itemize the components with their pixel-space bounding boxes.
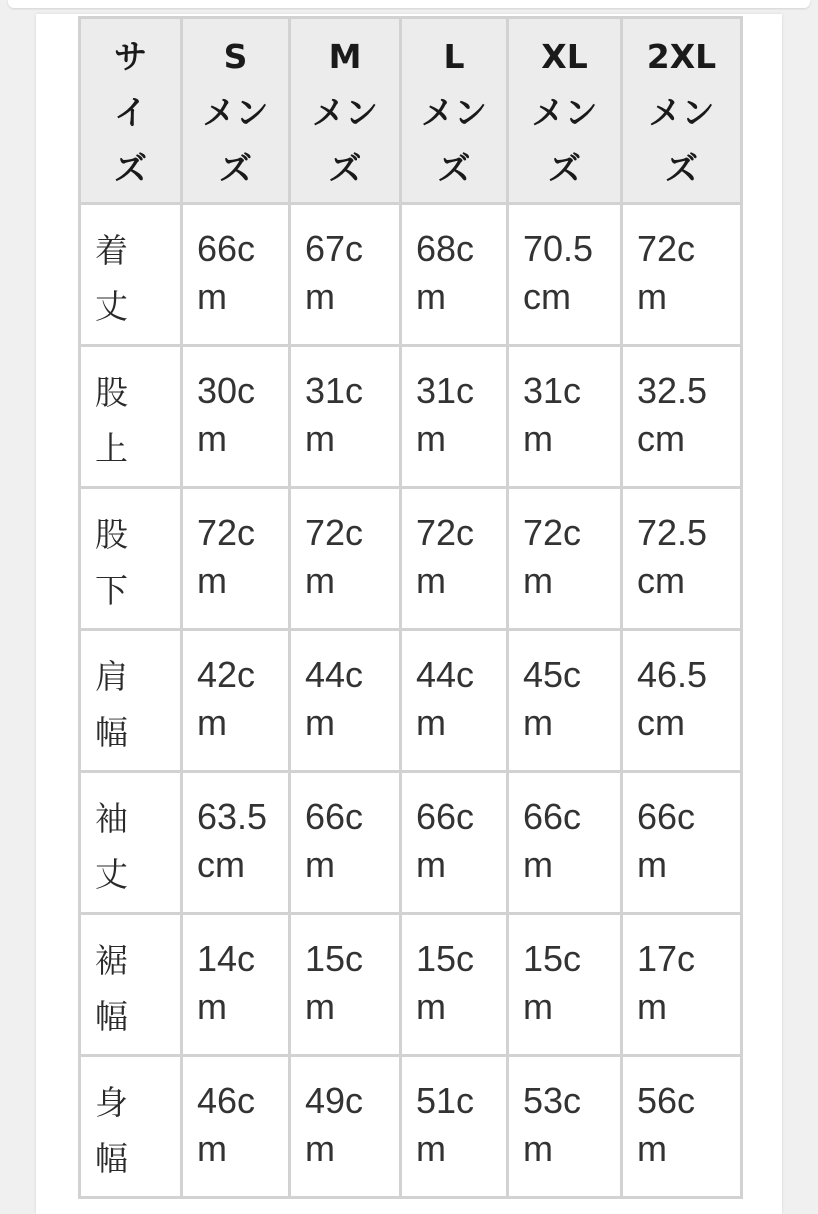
row-label (80, 1056, 182, 1198)
top-bar (0, 0, 818, 10)
row-label-char: 下 (95, 571, 128, 610)
previous-card-edge (8, 0, 810, 8)
header-row (80, 18, 742, 204)
header-text: M (328, 37, 362, 76)
header-size-column (508, 18, 622, 204)
row-label (80, 204, 182, 346)
measurement-cell (508, 914, 622, 1056)
header-text: イ (114, 93, 147, 132)
measurement-text: cm (523, 276, 571, 317)
measurement-text: 63.5 (197, 796, 268, 837)
measurement-cell (290, 914, 401, 1056)
table-row (80, 630, 742, 772)
measurement-cell (290, 630, 401, 772)
measurement-cell (401, 630, 508, 772)
measurement-cell (290, 1056, 401, 1198)
measurement-text: 32.5 (637, 370, 708, 411)
measurement-cell (622, 772, 742, 914)
measurement-text: m (637, 276, 667, 317)
measurement-text: 15c (523, 938, 582, 979)
measurement-cell (182, 772, 290, 914)
row-label-char: 裾 (95, 941, 128, 980)
table-row (80, 488, 742, 630)
measurement-text: m (305, 844, 335, 885)
header-text: ズ (328, 149, 362, 188)
measurement-cell (290, 346, 401, 488)
measurement-text: m (305, 1128, 335, 1169)
measurement-cell (290, 772, 401, 914)
measurement-text: m (197, 1128, 227, 1169)
row-label-char: 肩 (95, 657, 128, 696)
row-label (80, 630, 182, 772)
measurement-cell (182, 204, 290, 346)
measurement-cell (508, 1056, 622, 1198)
measurement-text: 31c (305, 370, 364, 411)
measurement-text: cm (637, 560, 685, 601)
header-text: XL (541, 37, 588, 76)
measurement-cell (401, 772, 508, 914)
measurement-cell (622, 488, 742, 630)
measurement-cell (401, 488, 508, 630)
measurement-text: cm (637, 702, 685, 743)
measurement-text: 72.5 (637, 512, 708, 553)
header-text: S (223, 37, 248, 76)
measurement-text: m (416, 986, 446, 1027)
table-row (80, 772, 742, 914)
measurement-cell (182, 914, 290, 1056)
measurement-text: m (523, 702, 553, 743)
row-label (80, 772, 182, 914)
measurement-text: m (305, 418, 335, 459)
header-size-column (182, 18, 290, 204)
measurement-text: 72c (637, 228, 696, 269)
table-row (80, 346, 742, 488)
header-text: サ (114, 37, 147, 76)
measurement-text: m (197, 560, 227, 601)
row-label-char: 着 (95, 231, 128, 270)
size-chart-table (78, 16, 743, 1199)
row-label (80, 346, 182, 488)
measurement-text: 70.5 (523, 228, 594, 269)
measurement-text: 67c (305, 228, 364, 269)
measurement-text: m (523, 560, 553, 601)
measurement-text: 66c (305, 796, 364, 837)
row-label-char: 丈 (95, 287, 128, 326)
header-text: ズ (114, 149, 147, 188)
measurement-cell (622, 204, 742, 346)
measurement-text: 72c (523, 512, 582, 553)
header-text: メン (531, 93, 598, 132)
measurement-text: m (637, 1128, 667, 1169)
measurement-text: m (416, 276, 446, 317)
header-text: メン (202, 93, 269, 132)
table-header (80, 18, 742, 204)
measurement-cell (508, 204, 622, 346)
measurement-cell (508, 772, 622, 914)
measurement-text: 44c (305, 654, 364, 695)
measurement-cell (401, 914, 508, 1056)
measurement-text: m (197, 418, 227, 459)
measurement-text: cm (637, 418, 685, 459)
measurement-text: 30c (197, 370, 256, 411)
measurement-text: 14c (197, 938, 256, 979)
row-label-char: 幅 (95, 997, 128, 1036)
row-label-char: 幅 (95, 713, 128, 752)
row-label-char: 丈 (95, 855, 128, 894)
measurement-cell (508, 488, 622, 630)
measurement-text: 31c (523, 370, 582, 411)
measurement-text: 56c (637, 1080, 696, 1121)
measurement-text: 45c (523, 654, 582, 695)
measurement-text: 15c (416, 938, 475, 979)
measurement-text: m (416, 844, 446, 885)
measurement-text: 46c (197, 1080, 256, 1121)
measurement-text: 44c (416, 654, 475, 695)
measurement-text: 42c (197, 654, 256, 695)
row-label (80, 914, 182, 1056)
measurement-text: m (305, 702, 335, 743)
measurement-text: m (637, 844, 667, 885)
measurement-cell (622, 630, 742, 772)
measurement-cell (508, 630, 622, 772)
row-label (80, 488, 182, 630)
measurement-text: 46.5 (637, 654, 708, 695)
header-text: メン (648, 93, 715, 132)
header-size-column (290, 18, 401, 204)
measurement-cell (182, 630, 290, 772)
measurement-text: m (305, 560, 335, 601)
measurement-text: 68c (416, 228, 475, 269)
measurement-text: 49c (305, 1080, 364, 1121)
measurement-cell (290, 204, 401, 346)
table-row (80, 1056, 742, 1198)
measurement-text: 72c (197, 512, 256, 553)
measurement-text: 66c (197, 228, 256, 269)
header-text: メン (421, 93, 487, 132)
measurement-text: 51c (416, 1080, 475, 1121)
measurement-cell (182, 1056, 290, 1198)
measurement-text: m (416, 560, 446, 601)
measurement-text: m (523, 844, 553, 885)
measurement-cell (290, 488, 401, 630)
measurement-text: m (197, 276, 227, 317)
measurement-text: 31c (416, 370, 475, 411)
table-row (80, 204, 742, 346)
header-size-column (622, 18, 742, 204)
header-text: ズ (548, 149, 581, 188)
row-label-char: 股 (95, 515, 128, 554)
measurement-text: m (637, 986, 667, 1027)
measurement-cell (401, 204, 508, 346)
measurement-text: m (416, 1128, 446, 1169)
measurement-text: m (305, 986, 335, 1027)
header-text: 2XL (646, 37, 717, 76)
measurement-text: 66c (416, 796, 475, 837)
header-size-label (80, 18, 182, 204)
header-text: メン (312, 93, 378, 132)
measurement-text: 17c (637, 938, 696, 979)
measurement-text: m (523, 1128, 553, 1169)
measurement-text: m (305, 276, 335, 317)
measurement-text: 66c (637, 796, 696, 837)
measurement-cell (401, 346, 508, 488)
measurement-cell (508, 346, 622, 488)
row-label-char: 上 (95, 429, 128, 468)
measurement-text: m (197, 702, 227, 743)
measurement-text: m (523, 418, 553, 459)
measurement-cell (182, 346, 290, 488)
header-text: ズ (219, 149, 252, 188)
measurement-text: 72c (416, 512, 475, 553)
measurement-cell (182, 488, 290, 630)
header-text: ズ (665, 149, 698, 188)
header-text: L (443, 37, 465, 76)
row-label-char: 幅 (95, 1139, 128, 1178)
measurement-cell (622, 1056, 742, 1198)
header-text: ズ (437, 149, 471, 188)
row-label-char: 股 (95, 373, 128, 412)
row-label-char: 身 (95, 1083, 128, 1122)
header-size-column (401, 18, 508, 204)
measurement-cell (401, 1056, 508, 1198)
measurement-cell (622, 346, 742, 488)
table-row (80, 914, 742, 1056)
row-label-char: 袖 (95, 799, 128, 838)
measurement-text: 66c (523, 796, 582, 837)
measurement-text: 72c (305, 512, 364, 553)
measurement-text: 53c (523, 1080, 582, 1121)
measurement-text: cm (197, 844, 245, 885)
measurement-cell (622, 914, 742, 1056)
measurement-text: m (197, 986, 227, 1027)
measurement-text: 15c (305, 938, 364, 979)
table-body (80, 204, 742, 1198)
measurement-text: m (523, 986, 553, 1027)
measurement-text: m (416, 702, 446, 743)
measurement-text: m (416, 418, 446, 459)
